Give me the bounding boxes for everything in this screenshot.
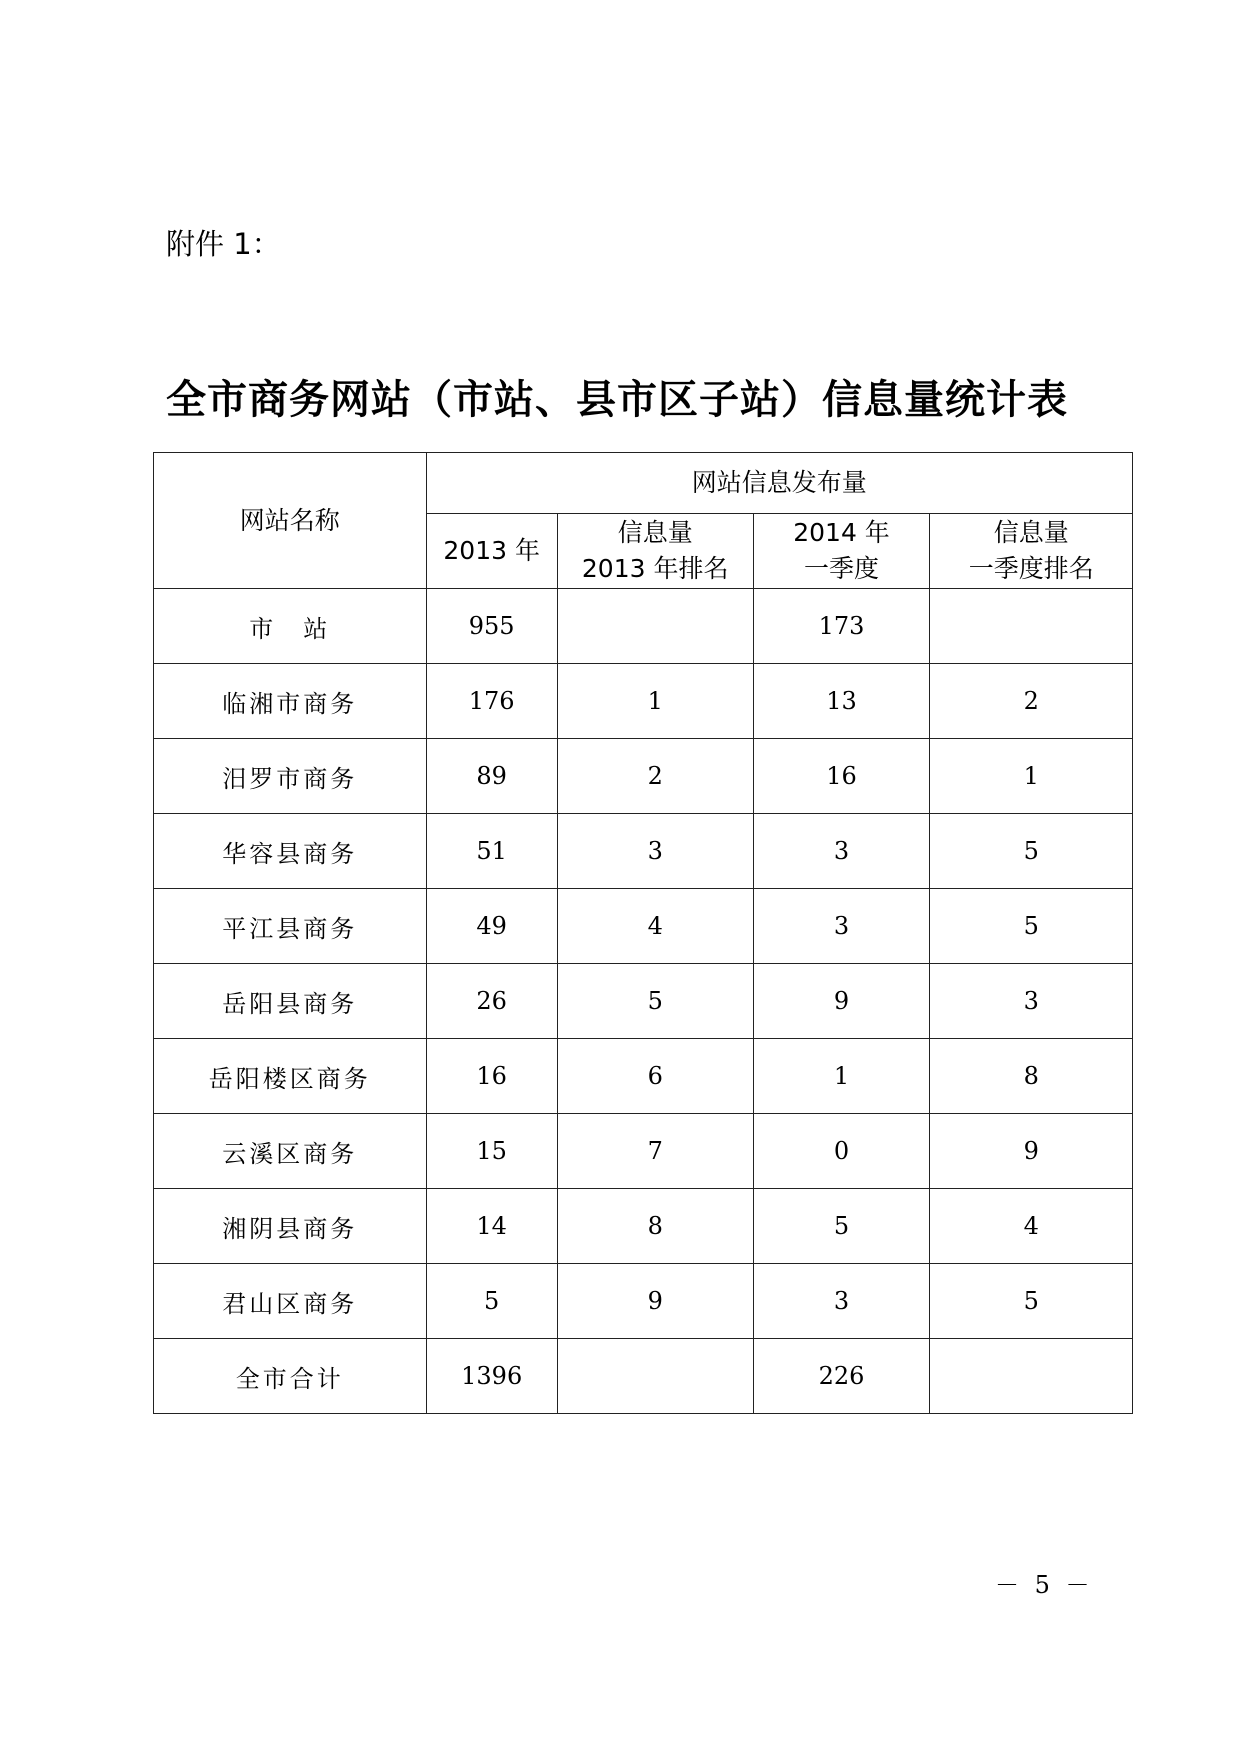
table-cell: 5 — [930, 814, 1133, 889]
table-cell — [930, 589, 1133, 664]
table-cell: 5 — [930, 1264, 1133, 1339]
table-cell: 2 — [557, 739, 753, 814]
row-site-name: 全市合计 — [154, 1339, 427, 1414]
table-row — [154, 1039, 1133, 1114]
table-cell: 3 — [753, 889, 930, 964]
table-row — [154, 889, 1133, 964]
row-site-name: 君山区商务 — [154, 1264, 427, 1339]
table-cell: 49 — [426, 889, 557, 964]
table-cell: 1 — [557, 664, 753, 739]
table-cell: 7 — [557, 1114, 753, 1189]
table-cell — [557, 1339, 753, 1414]
table-cell — [557, 589, 753, 664]
row-site-name: 汨罗市商务 — [154, 739, 427, 814]
row-site-name: 岳阳楼区商务 — [154, 1039, 427, 1114]
header-website-name: 网站名称 — [154, 453, 427, 589]
table-cell: 176 — [426, 664, 557, 739]
header-2014-q1: 2014 年 一季度 — [753, 514, 930, 589]
table-cell: 4 — [557, 889, 753, 964]
table-cell: 9 — [930, 1114, 1133, 1189]
table-cell: 16 — [426, 1039, 557, 1114]
table-row — [154, 664, 1133, 739]
table-cell: 26 — [426, 964, 557, 1039]
header-2013: 2013 年 — [426, 514, 557, 589]
attachment-label: 附件 1： — [166, 227, 281, 261]
table-cell: 3 — [557, 814, 753, 889]
table-cell: 3 — [753, 814, 930, 889]
header-q1-rank: 信息量 一季度排名 — [930, 514, 1133, 589]
page-number: － 5 － — [995, 1571, 1094, 1599]
header-publish-volume: 网站信息发布量 — [426, 453, 1132, 514]
row-site-name: 湘阴县商务 — [154, 1189, 427, 1264]
row-site-name: 平江县商务 — [154, 889, 427, 964]
document-title: 全市商务网站（市站、县市区子站）信息量统计表 — [166, 376, 1068, 423]
header-2013-rank: 信息量 2013 年排名 — [557, 514, 753, 589]
table-cell: 1396 — [426, 1339, 557, 1414]
table-cell: 8 — [557, 1189, 753, 1264]
table-cell: 4 — [930, 1189, 1133, 1264]
table-row — [154, 739, 1133, 814]
table-cell: 226 — [753, 1339, 930, 1414]
table-cell: 15 — [426, 1114, 557, 1189]
table-row — [154, 1264, 1133, 1339]
table-cell: 0 — [753, 1114, 930, 1189]
table-row — [154, 1114, 1133, 1189]
table-row — [154, 1189, 1133, 1264]
table-cell: 9 — [753, 964, 930, 1039]
table-cell: 9 — [557, 1264, 753, 1339]
table-cell: 3 — [930, 964, 1133, 1039]
table-cell: 2 — [930, 664, 1133, 739]
statistics-table — [153, 452, 1133, 1414]
table-cell: 14 — [426, 1189, 557, 1264]
table-cell: 1 — [930, 739, 1133, 814]
table-cell: 16 — [753, 739, 930, 814]
table-row — [154, 589, 1133, 664]
table-cell: 13 — [753, 664, 930, 739]
table-cell: 51 — [426, 814, 557, 889]
table-row — [154, 1339, 1133, 1414]
table-cell: 1 — [753, 1039, 930, 1114]
table-cell: 6 — [557, 1039, 753, 1114]
table-cell: 5 — [930, 889, 1133, 964]
table-cell: 89 — [426, 739, 557, 814]
row-site-name: 岳阳县商务 — [154, 964, 427, 1039]
table-cell: 5 — [753, 1189, 930, 1264]
table-cell: 8 — [930, 1039, 1133, 1114]
row-site-name: 临湘市商务 — [154, 664, 427, 739]
row-site-name: 云溪区商务 — [154, 1114, 427, 1189]
row-site-name: 市 站 — [154, 589, 427, 664]
table-cell: 955 — [426, 589, 557, 664]
table-cell — [930, 1339, 1133, 1414]
table-cell: 3 — [753, 1264, 930, 1339]
table-row — [154, 964, 1133, 1039]
row-site-name: 华容县商务 — [154, 814, 427, 889]
table-row — [154, 814, 1133, 889]
table-cell: 173 — [753, 589, 930, 664]
table-cell: 5 — [426, 1264, 557, 1339]
table-cell: 5 — [557, 964, 753, 1039]
